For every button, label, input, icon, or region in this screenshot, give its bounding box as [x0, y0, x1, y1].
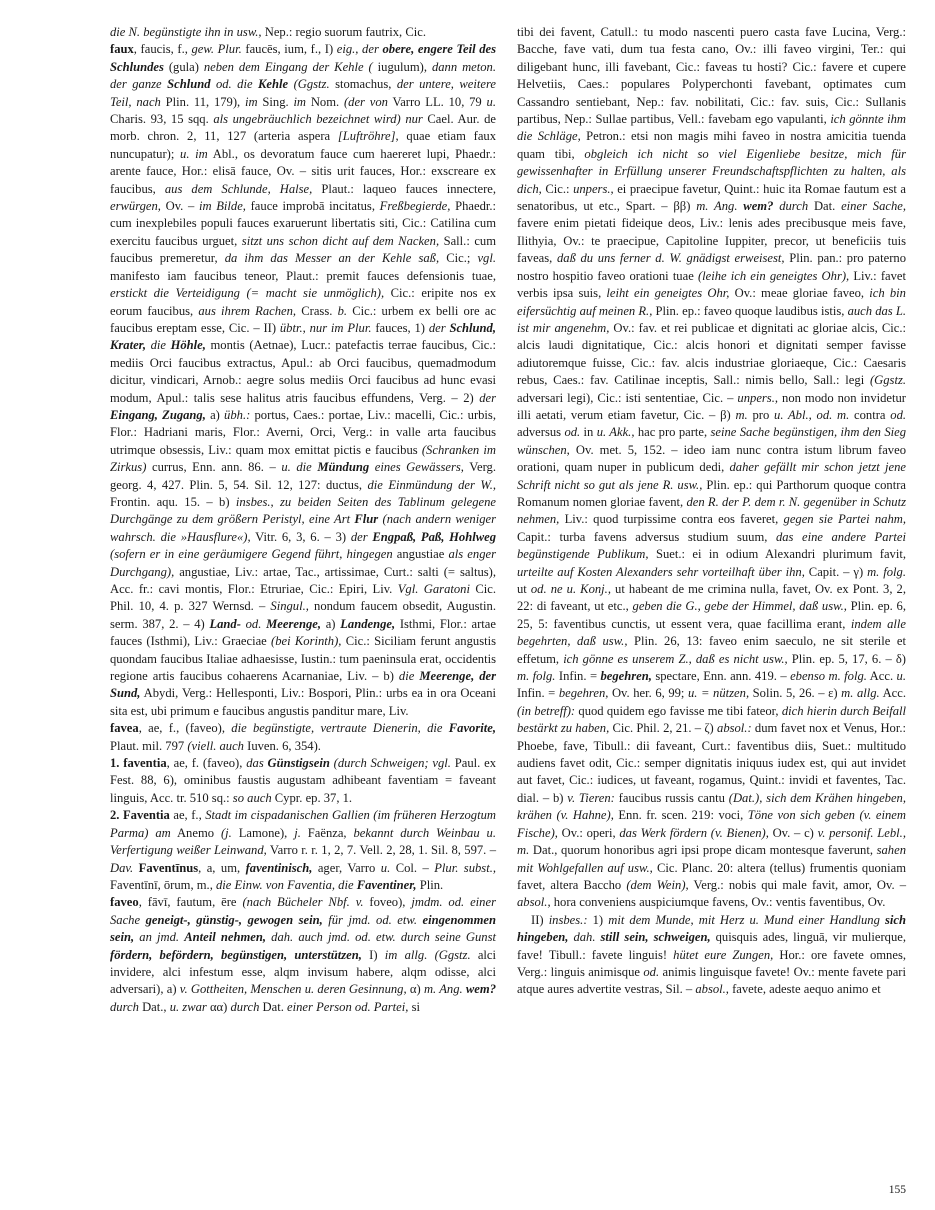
text-run: Capit. – γ): [804, 564, 868, 579]
text-run: Enn. fr. scen. 219: voci,: [613, 808, 748, 823]
text-run: , fāvī, fautum, ēre: [138, 895, 243, 910]
text-run: Cic. Phil. 10, 4. p. 327 Wernsd. –: [110, 582, 497, 614]
text-run: Sall.: cum faucibus premeretur,: [110, 233, 496, 266]
text-run: Ov.: meae gloriae faveo,: [729, 286, 870, 301]
text-run: od.: [890, 407, 907, 422]
text-run: Abl., os devoratum fauce cum haereret lupi, Phaedr.: arente fauce, Hor.: elisā fauce, Ov. – sitis urit fauces, Hor.: exscreare ex faucibus,: [110, 146, 496, 196]
text-run: absol.,: [695, 982, 729, 997]
text-run: Plin. 11, 179),: [160, 94, 245, 109]
text-run: daß du uns ferner d. W. gnädigst erweisest,: [556, 251, 785, 266]
text-run: I): [361, 947, 385, 962]
text-run: (nach andern weniger wahrsch. die »Hausflure«),: [110, 512, 496, 544]
text-run: 1): [587, 912, 609, 927]
text-run: non modo non invidetur illi aetati, verum etiam favetur, Cic. – β): [517, 390, 906, 422]
text-run: im: [293, 94, 307, 109]
text-run: favete, adeste aequo animo et: [728, 982, 881, 997]
text-run: Töne von sich geben (v. einem Fische),: [517, 808, 906, 840]
text-run: hütet eure Zungen,: [673, 947, 774, 962]
text-run: od.: [643, 964, 660, 979]
text-run: Kehle: [258, 77, 289, 92]
text-run: m. folg.: [517, 669, 556, 684]
text-run: auch das L. ist mir angenehm,: [517, 303, 906, 335]
text-run: neben dem Eingang der Kehle (: [203, 59, 373, 74]
text-run: Dat., quorum honoribus agri ipsi prope dicam montesque faverunt,: [529, 843, 877, 858]
text-run: Frontin. aqu. 15. – b): [110, 494, 236, 509]
text-run: u.: [380, 860, 391, 875]
text-run: Varro r. r. 1, 2, 7. Vell. 2, 28, 1. Sil. 8, 597. –: [266, 843, 496, 858]
text-run: Petron.: etsi non magis mihi faveo in nostra amicitia tuenda quam tibi,: [517, 129, 906, 161]
text-run: , a, um,: [198, 860, 246, 875]
text-run: sahen mit Wohlgefallen auf usw.,: [517, 843, 906, 875]
text-run: hora conveniens auspiciumque favens, Ov.: ventis faventibus, Ov.: [550, 895, 886, 910]
text-run: Plaut.: laqueo fauces innectere,: [312, 181, 497, 196]
text-run: currus, Enn. ann. 86. –: [146, 460, 282, 475]
text-run: m. Ang.: [696, 199, 744, 214]
text-run: Schlund: [167, 77, 211, 92]
text-run: begehren,: [558, 686, 609, 701]
text-run: sich hingeben,: [517, 912, 906, 945]
text-run: Eingang, Zugang,: [110, 407, 206, 422]
text-run: Plin. ep. 5, 17, 6. – δ): [787, 651, 906, 666]
text-run: die begünstigte, vertraute Dienerin, die: [231, 721, 449, 736]
text-run: Anteil nehmen,: [184, 930, 266, 945]
text-run: durch: [230, 999, 260, 1014]
text-run: v. Tieren:: [567, 790, 615, 805]
text-run: dann meton. der ganze: [110, 59, 496, 92]
text-run: foveo),: [363, 895, 412, 910]
text-run: durch: [773, 199, 809, 214]
text-run: Cic.;: [439, 251, 478, 266]
text-run: die Einw. von Faventia, die: [216, 877, 357, 892]
text-run: angustiae: [392, 547, 449, 562]
text-run: eingenommen sein,: [110, 912, 496, 945]
text-run: Cic.: Siciliam ferunt angustis quondam faucibus Italiae adhaesisse, Iustin.: tum paeninsula erat, occidentis regione artis faucibus cohaerens Acarnaniae, Liv. – b): [110, 634, 496, 684]
text-run: Plur. subst.,: [434, 860, 496, 875]
text-run: Faventīnus: [133, 860, 199, 875]
text-run: ich gönnte ihm die Schläge,: [517, 112, 906, 144]
text-run: Plin. ep.: faveo quoque laudibus istis,: [652, 303, 848, 318]
text-run: insbes.:: [548, 912, 588, 927]
text-run: j.: [294, 825, 301, 840]
text-run: m. Ang.: [423, 982, 466, 997]
text-run: unpers.,: [573, 181, 614, 196]
text-run: Ov. –: [160, 199, 199, 214]
text-run: übh.:: [224, 407, 251, 422]
text-run: eines Gewässers,: [369, 460, 464, 475]
text-run: erstickt die Verteidigung (= macht sie unmöglich),: [110, 286, 385, 301]
text-run: Landenge,: [340, 616, 396, 631]
text-run: (dem Wein),: [626, 877, 689, 892]
text-run: ae, f.,: [169, 808, 206, 823]
text-run: obgleich ich nicht so viel Eigenliebe besitze, mich für gewissenhafter in Erfüllung unserer Freundschaftspflichten zu halten, als dich,: [517, 146, 906, 196]
text-run: Cic. Planc. 20: altera (tellus) frumentis quoniam favet, altera Baccho: [517, 860, 906, 892]
text-run: ich bin eifersüchtig auf meinen R.,: [517, 286, 906, 318]
text-run: adversari legi), Cic.: isti sententiae, Cic. –: [517, 390, 738, 405]
text-run: Plin. 26, 13: faveo enim saeculo, ne sit sterile et effetum,: [517, 634, 906, 666]
text-run: Plin.: [416, 877, 444, 892]
text-run: quisquis ades, linguā, vir mulierque, fave! Tibull.: favete linguis!: [517, 930, 907, 962]
text-run: übtr., nur im Plur.: [279, 320, 372, 335]
text-run: im Bilde,: [198, 199, 246, 214]
text-run: Singul.,: [270, 599, 309, 614]
text-run: Flur: [354, 512, 379, 527]
text-run: der: [479, 390, 496, 405]
text-run: Stadt im cispadanischen Gallien (im früheren Herzogtum Parma) am: [110, 808, 496, 840]
text-run: an jmd.: [134, 930, 185, 945]
text-run: od.: [564, 425, 581, 440]
text-run: (in betreff):: [517, 703, 576, 718]
text-run: Cic. Phil. 2, 21. – ζ): [609, 721, 718, 736]
text-run: ich gönne es unserem Z., daß es nicht usw.,: [563, 651, 788, 666]
text-run: ager, Varro: [312, 860, 381, 875]
text-run: Nep.: regio suorum fautrix, Cic.: [264, 25, 426, 39]
text-run: einer Person od. Partei,: [287, 999, 409, 1014]
text-run: im: [245, 94, 258, 109]
text-run: Cael. Aur. de morb. chron. 2, 11, 127 (arteria aspera: [110, 112, 496, 144]
text-run: Isthmi, Flor.: artae fauces (Isthmi), Liv.: Graeciae: [110, 616, 496, 649]
text-run: ebenso m. folg.: [790, 669, 867, 684]
dictionary-entry: [110, 720, 496, 755]
text-run: Ov. met. 5, 152. – ideo iam nunc contra istum librum faveo orationi, quam nuper in publicum dedi,: [517, 442, 906, 475]
text-run: erwürgen,: [110, 199, 161, 214]
text-run: manifesto iam faucibus teneor, Plaut.: premit fauces defensionis tuae,: [110, 268, 496, 283]
text-run: Abydi, Verg.: Hellesponti, Liv.: Bospori, Plin.: urbs ea in ora Oceani sita est, ubi primum e faucibus angustis panditur mare, Liv.: [110, 686, 496, 718]
text-run: u. = nützen,: [688, 686, 750, 701]
text-run: das eine andere Partei begünstigende Publikum,: [517, 529, 906, 562]
text-run: Faventiner,: [356, 877, 417, 892]
text-run: od. die: [210, 77, 259, 92]
text-run: Ov. – c): [768, 825, 818, 840]
text-run: absol.:: [717, 721, 752, 736]
text-run: Sing.: [257, 94, 294, 109]
text-run: adversus: [517, 425, 565, 440]
text-run: tibi dei favent, Catull.: tu modo nascenti puero casta fave Lucina, Verg.: Bacche, fave vati, dum tua festa cano, Ov.: illi faveo virgini, Ter.: qui diligebant hunc, illi favebant, Cic.: faveas tu hosti? Cic.: favere et cupere Helvetiis, Caes.: populares Polyperchonti favebant, optimates cum Cassandro sentiebant, Nep.: fav. nobilitati, Cic.: fav. suis, Cic.: Sullanis partibus, Nep.: Sullae partibus, Vell.: favebam ego vapulanti,: [517, 25, 906, 127]
text-run: aus dem Schlunde, Halse,: [164, 181, 313, 196]
text-run: seine Sache begünstigen, ihm den Sieg wünschen,: [517, 425, 907, 457]
text-run: da ihm das Messer an der Kehle saß,: [224, 251, 440, 266]
text-run: nondum faucem obsedit, Augustin. serm. 387, 2. – 4): [110, 599, 496, 631]
text-run: Dav.: [110, 860, 134, 875]
text-run: Infin. =: [555, 669, 601, 684]
text-run: Anemo: [170, 825, 221, 840]
text-run: alci invidere, alci infestum esse, alqm invisum habere, alqm odisse, alci adversari), a): [110, 947, 497, 997]
text-run: faucēs, ium, f., I): [241, 42, 337, 57]
text-run: u.: [896, 669, 906, 684]
text-run: indem alle begehrten, daß usw.,: [517, 616, 907, 649]
text-run: Crass.: [296, 303, 338, 318]
text-run: die Einmündung der W.,: [367, 477, 496, 492]
text-run: Faventīnī, ōrum, m.,: [110, 877, 216, 892]
text-run: quod quidem ego favisse me tibi fateor,: [575, 703, 782, 718]
text-run: montis (Aetnae), Lucr.: patefactis terrae faucibus, Cic.: mediis Orci faucibus extractus, Apul.: ab Orci faucibus, quemadmodum dicitur, vindicari, Arnob.: aegre solus mediis Orci faucibus ad hunc evasi modum, Apul.: talis sese halitus atris faucibus effundens, Verg. – 2): [110, 338, 496, 405]
text-run: favere enim pietati fideique deos, Liv.: lenis ades precibusque meis fave, Ilithyia, Ov.: te praecipue, Capitoline Iuppiter, precor, ut beneficiis tuis faveas,: [517, 216, 906, 266]
text-run: fördern, befördern, begünstigen, unterstützen,: [110, 947, 362, 962]
text-run: gew. Plur.: [191, 42, 242, 57]
text-run: Ov.: fav. et rei publicae et dignitati ac gloriae alcis, Cic.: alcis laudi dignitatique, Cic.: alcis honori et dignitati semper favisse adiutoremque fuisse, Cic.: fav. alcis industriae gloriaeque, Cic.: Caesaris rebus, Caes.: fav. Catilinae inceptis, Sall.: nimis bello, Sall.: legi: [517, 320, 906, 388]
text-run: , ae, f., (faveo),: [138, 721, 232, 736]
text-run: , quae etiam faux nuncupatur);: [110, 129, 496, 161]
dictionary-entry: [110, 807, 496, 894]
text-run: Vitr. 6, 3, 6. – 3): [250, 529, 351, 544]
text-run: die: [146, 338, 171, 353]
text-run: [Luftröhre]: [337, 129, 396, 144]
text-run: a): [321, 616, 341, 631]
text-run: Varro LL. 10, 79: [387, 94, 487, 109]
text-run: II): [531, 912, 549, 927]
text-run: für jmd. od. etw.: [322, 912, 423, 927]
text-run: Plaut. mil. 797: [110, 738, 188, 753]
text-run: Schlund, Krater,: [110, 320, 496, 353]
text-run: als ungebräuchlich bezeichnet wird) nur: [213, 112, 423, 127]
text-run: si: [408, 999, 420, 1014]
text-run: unpers.,: [737, 390, 779, 405]
text-run: faveo: [110, 895, 139, 910]
text-run: vgl.: [477, 251, 497, 266]
text-run: faucibus russis cantu: [614, 790, 729, 805]
text-run: ei praecipue favetur, Quint.: huic ita Romae fautum est a senatoribus, ut etc., Spart. – ββ): [517, 181, 906, 214]
text-run: Acc.: [879, 686, 906, 701]
text-run: Suet.: ei in odium Alexandri plurimum favit,: [648, 547, 906, 562]
text-run: der: [350, 529, 373, 544]
text-run: obere, engere Teil des Schlundes: [110, 42, 497, 74]
text-run: die: [398, 669, 420, 684]
text-run: Engpaß, Paß, Hohlweg: [372, 529, 496, 544]
text-run: still sein, schweigen,: [600, 930, 711, 945]
text-run: od.: [240, 616, 267, 631]
text-run: od. ne u. Konj.,: [530, 582, 611, 596]
text-run: urteilte auf Kosten Alexanders sehr vorteilhaft über ihn,: [517, 564, 805, 579]
text-run: v. Gottheiten, Menschen u. deren Gesinnung,: [179, 982, 407, 997]
text-run: (nach Bücheler Nbf. v.: [242, 895, 364, 910]
text-run: wem?: [465, 982, 496, 997]
text-run: α): [406, 982, 424, 997]
text-run: der untere, weitere Teil, nach: [110, 77, 497, 109]
entry-continuation-indented: [517, 912, 906, 999]
text-run: u. im: [180, 146, 208, 161]
text-run: u. zwar: [169, 999, 207, 1014]
dictionary-entry: [110, 894, 496, 1016]
text-run: u.: [486, 94, 496, 109]
text-run: m.: [735, 407, 748, 422]
text-run: Iuven. 6, 354).: [243, 738, 321, 753]
text-run: ut: [517, 582, 531, 596]
text-run: (j.: [220, 825, 232, 840]
text-run: leiht ein geneigtes Ohr,: [606, 286, 730, 301]
text-run: , ae, f. (faveo),: [166, 756, 247, 771]
text-run: Hor.: ore favete omnes, Verg.: linguis animisque: [517, 947, 906, 979]
text-run: spectare, Enn. ann. 419. –: [651, 669, 791, 684]
text-run: m. folg.: [867, 564, 906, 579]
text-run: stomachus,: [329, 77, 397, 92]
text-run: (der von: [343, 94, 388, 109]
text-run: im allg. (Ggstz.: [384, 947, 471, 962]
text-run: daher gefällt mir schon jetzt jene Schrift nicht so gut als jene R. usw.,: [517, 460, 906, 492]
text-run: Höhle,: [170, 338, 206, 353]
text-run: αα): [206, 999, 231, 1014]
text-run: den R. der P. dem r. N. gegenüber in Schutz nehmen,: [517, 494, 906, 527]
text-run: pro: [747, 407, 775, 422]
text-run: contra: [849, 407, 891, 422]
text-run: (bei Korinth),: [271, 634, 342, 649]
text-run: Cypr. ep. 37, 1.: [271, 790, 353, 805]
text-run: Vgl. Garatoni: [397, 582, 470, 596]
text-run: aus ihrem Rachen,: [198, 303, 297, 318]
text-run: Land-: [209, 616, 241, 631]
text-run: b.: [337, 303, 348, 318]
text-run: geneigt-, günstig-, gewogen sein,: [145, 912, 323, 927]
text-run: Charis. 93, 15 sqq.: [110, 112, 214, 127]
text-run: (Ggstz.: [869, 373, 906, 388]
text-run: Faënza,: [300, 825, 354, 840]
text-run: u. Abl., od. m.: [774, 407, 850, 422]
text-run: der: [428, 320, 450, 335]
text-run: (sofern er in eine geräumigere Gegend führt, hingegen: [110, 547, 393, 562]
text-run: Cic.:: [541, 181, 574, 196]
text-run: Capit.: turba favens adversus studium suum,: [517, 529, 776, 544]
text-run: (Ggstz.: [288, 77, 330, 92]
text-run: Col. –: [390, 860, 435, 875]
text-run: das: [246, 756, 268, 771]
text-run: , faucis, f.,: [133, 42, 192, 57]
text-run: Dat.: [808, 199, 842, 214]
text-run: wem?: [743, 199, 774, 214]
text-run: mit dem Munde, mit Herz u. Mund einer Handlung: [608, 912, 885, 927]
text-run: Plin. pan.: pro paterno nostro hospitio faveo orationi tuae: [517, 251, 906, 283]
text-run: Freßbegierde,: [379, 199, 451, 214]
text-run: Paul. ex Fest. 88, 6), ominibus faustis augustam adhibeant faventiam = faveant linguis, Acc. tr. 510 sq.:: [110, 756, 496, 805]
text-run: in: [580, 425, 597, 440]
text-run: Solin. 5, 26. – ε): [749, 686, 842, 701]
text-run: hac pro parte,: [634, 425, 711, 440]
text-run: durch: [110, 999, 139, 1014]
text-run: dich hierin durch Beifall bestärkt zu haben,: [517, 703, 906, 736]
text-run: jmdm. od. einer Sache: [110, 895, 496, 927]
text-run: bekannt durch Weinbau u. Verfertigung weißer Leinwand,: [110, 825, 496, 858]
text-run: (Dat.),: [728, 790, 763, 805]
text-run: absol.,: [517, 895, 551, 910]
text-run: m. allg.: [841, 686, 880, 701]
text-run: Phaedr.: cum inexplebiles populi fauces exaruerunt libertatis siti, Cic.: Catilina cum exercitu faucibus urguet,: [110, 199, 497, 248]
left-column: [110, 24, 496, 1016]
text-run: fauce improbā incitatus,: [245, 199, 380, 214]
text-run: Liv.: favet verbis ipsa suis,: [517, 268, 906, 301]
text-run: Liv.: quod turpissime contra eos faveret,: [559, 512, 784, 527]
dictionary-entry: [517, 24, 906, 912]
dictionary-entry: [110, 41, 496, 720]
text-run: u. die: [281, 460, 318, 475]
text-run: Nom.: [306, 94, 344, 109]
text-run: animis linguisque favete! Ov.: mente favete pari atque aures advertite vestras, Sil. –: [517, 964, 907, 997]
text-run: iugulum),: [372, 59, 432, 74]
text-run: Ov.: operi,: [557, 825, 620, 840]
text-run: gegen sie Partei nahm,: [783, 512, 906, 527]
text-run: Mündung: [317, 460, 370, 475]
text-run: favea: [110, 721, 139, 736]
text-run: faux: [110, 42, 134, 57]
text-run: ut habeant de me crimina nulla, favet, Ov. ex Pont. 3, 2, 22: di faveant, ut etc.,: [517, 582, 906, 614]
text-run: (Schranken im Zirkus): [110, 442, 496, 475]
page-number: 155: [888, 1184, 906, 1196]
text-run: 1. faventia: [110, 756, 167, 771]
dictionary-entry: [110, 24, 496, 41]
text-run: Favorite,: [448, 721, 496, 736]
text-run: als enger Durchgang),: [110, 547, 496, 579]
text-run: sich dem Krähen hingeben, krähen (v. Hahne),: [517, 790, 906, 823]
text-run: u. Akk.,: [596, 425, 635, 440]
dictionary-entry: [110, 755, 496, 807]
text-run: dah. auch jmd. od. etw. durch seine Gunst: [266, 930, 497, 945]
text-run: dah.: [568, 930, 601, 945]
text-run: sitzt uns schon dicht auf dem Nacken,: [241, 233, 440, 248]
text-run: Meerenge,: [266, 616, 321, 631]
text-run: geben die G., gebe der Himmel, daß usw.,: [632, 599, 847, 614]
text-run: Lamone),: [231, 825, 295, 840]
text-run: Acc.: [866, 669, 897, 684]
text-run: die N. begünstigte ihn in usw.,: [110, 25, 265, 39]
text-run: Plin. ep. 6, 25, 5: faventibus cunctis, ut essent vera, quae facillima erant,: [517, 599, 907, 631]
text-run: 2. Faventia: [110, 808, 170, 823]
text-run: Verg.: nobis qui male favit, amor, Ov. –: [688, 877, 906, 892]
right-column: [517, 24, 906, 999]
text-run: (viell. auch: [187, 738, 244, 753]
text-run: Günstigsein: [267, 756, 330, 771]
text-run: dum favet nox et Venus, Hor.: Phoebe, fave, Tibull.: dii faveant, Curt.: faventibus diis, Suet.: multitudo audiens favet odit, Cic.: semper dignitatis iniquus iudex est, qui aut invidet aut favet, Cic.: iudices, ut faveant, rogamus, Quint.: invidi et faventes, Tac. dial. – b): [517, 721, 906, 805]
text-run: Verg. georg. 4, 427. Plin. 5, 54. Sil. 12, 127: ductus,: [110, 460, 496, 492]
text-run: portus, Caes.: portae, Liv.: macelli, Cic.: urbis, Flor.: Hadriani maris, Flor.: Averni, Orci, Verg.: in valle arta faucibus utrimque obsessis, Liv.: quam mox emittat pictis e faucibus: [110, 407, 496, 457]
text-run: angustiae, Liv.: artae, Tac., artissimae, Curt.: salti (= saltus), Acc. fr.: cavi montis, Flor.: Etruriae, Cic.: Epiri, Liv.: [110, 564, 496, 596]
text-run: Cic.: eripite nos ex eorum faucibus,: [110, 286, 497, 318]
text-run: (durch Schweigen; vgl.: [329, 756, 451, 771]
text-run: Infin. =: [517, 686, 559, 701]
text-run: (leihe ich ein geneigtes Ohr),: [697, 268, 850, 283]
text-run: a): [205, 407, 225, 422]
text-run: (gula): [163, 59, 204, 74]
text-run: Plin. ep.: qui Parthorum quoque contra Romanum nomen gloriae favent,: [517, 477, 906, 509]
text-run: faventinisch,: [245, 860, 313, 875]
text-run: Cic.: urbem ex belli ore ac faucibus ereptam esse, Cic. – II): [110, 303, 496, 335]
text-run: v. personif. Lebl., m.: [517, 825, 906, 858]
text-run: Dat.: [259, 999, 288, 1014]
text-run: Dat.,: [138, 999, 170, 1014]
text-run: insbes., zu beiden Seiten des Tablinum gelegene Durchgänge zu dem größern Peristyl, eine Art: [110, 494, 497, 527]
text-run: begehren,: [600, 669, 652, 684]
text-run: Ov. her. 6, 99;: [608, 686, 688, 701]
text-run: eig., der: [336, 42, 383, 57]
text-run: einer Sache,: [841, 199, 907, 214]
text-run: fauces, 1): [371, 320, 429, 335]
text-run: so auch: [232, 790, 272, 805]
text-run: das Werk fördern (v. Bienen),: [619, 825, 769, 840]
text-run: Meerenge, der Sund,: [110, 669, 497, 701]
